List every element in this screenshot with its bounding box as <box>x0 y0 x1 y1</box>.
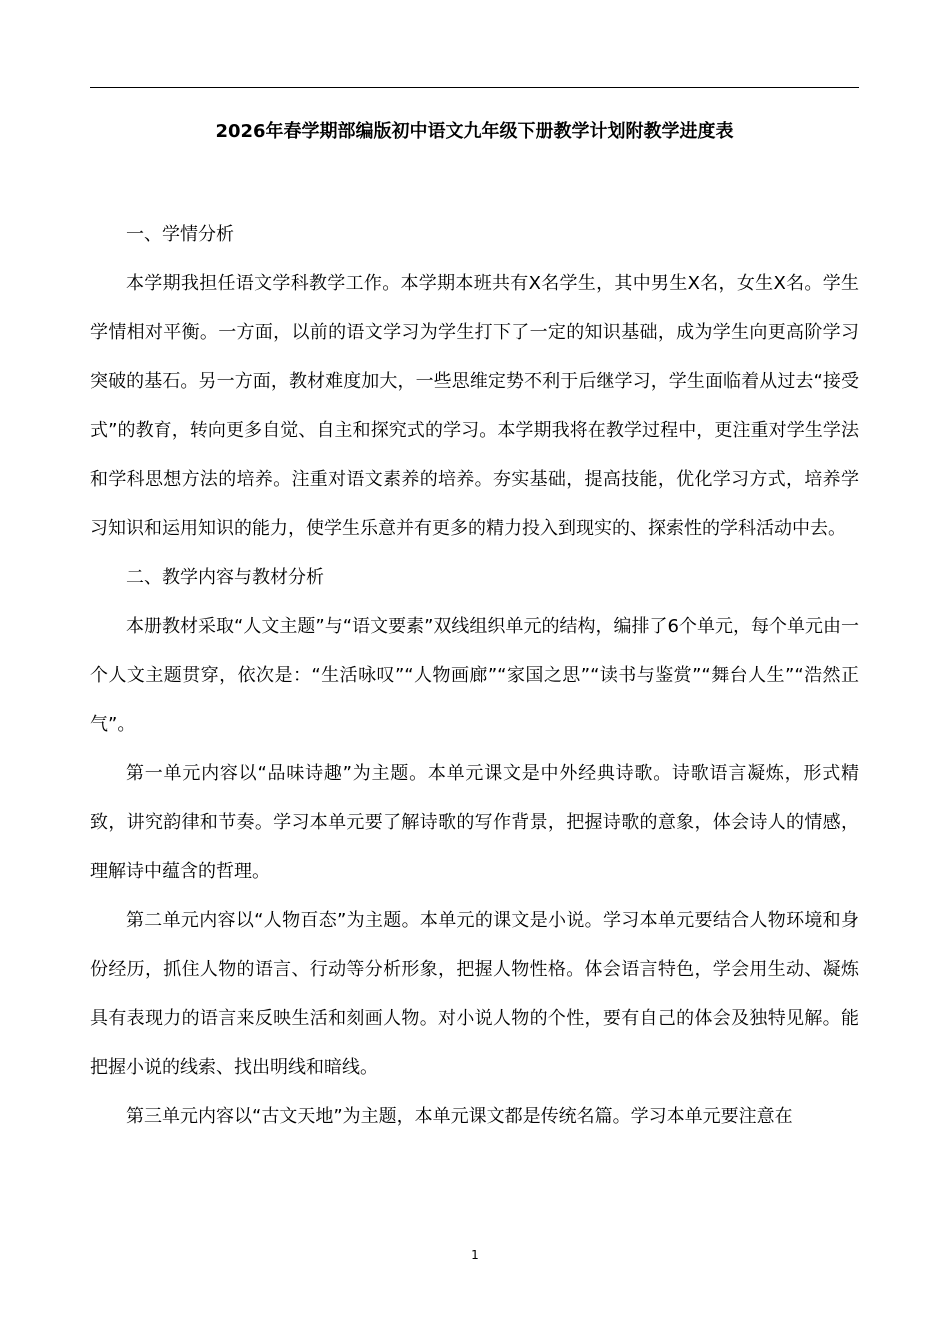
document-body <box>90 210 859 1141</box>
paragraph-unit-two: 第二单元内容以“人物百态”为主题。本单元的课文是小说。学习本单元要结合人物环境和身份经历，抓住人物的语言、行动等分析形象，把握人物性格。体会语言特色，学会用生动、凝炼具有表现力的语言来反映生活和刻画人物。对小说人物的个性，要有自己的体会及独特见解。能把握小说的线索、找出明线和暗线。 <box>90 910 859 1078</box>
paragraph-unit-three: 第三单元内容以“古文天地”为主题，本单元课文都是传统名篇。学习本单元要注意在 <box>126 1106 793 1127</box>
paragraph-unit-one: 第一单元内容以“品味诗趣”为主题。本单元课文是中外经典诗歌。诗歌语言凝炼，形式精致，讲究韵律和节奏。学习本单元要了解诗歌的写作背景，把握诗歌的意象，体会诗人的情感，理解诗中蕴含的哲理。 <box>90 763 859 882</box>
section-heading-content-analysis: 二、教学内容与教材分析 <box>126 567 324 588</box>
header-rule <box>90 87 859 88</box>
section-heading-learning-analysis: 一、学情分析 <box>126 224 234 245</box>
paragraph-learning-analysis: 本学期我担任语文学科教学工作。本学期本班共有X名学生，其中男生X名，女生X名。学生学情相对平衡。一方面，以前的语文学习为学生打下了一定的知识基础，成为学生向更高阶学习突破的基石。另一方面，教材难度加大，一些思维定势不利于后继学习，学生面临着从过去“接受式”的教育，转向更多自觉、自主和探究式的学习。本学期我将在教学过程中，更注重对学生学法和学科思想方法的培养。注重对语文素养的培养。夯实基础，提高技能，优化学习方式，培养学习知识和运用知识的能力，使学生乐意并有更多的精力投入到现实的、探索性的学科活动中去。 <box>90 273 859 539</box>
paragraph-textbook-structure: 本册教材采取“人文主题”与“语文要素”双线组织单元的结构，编排了6个单元，每个单元由一个人文主题贯穿，依次是：“生活咏叹”“人物画廊”“家国之思”“读书与鉴赏”“舞台人生”“浩然正气”。 <box>90 616 859 735</box>
document-title: 2026年春学期部编版初中语文九年级下册教学计划附教学进度表 <box>215 121 734 142</box>
page-number: 1 <box>471 1248 479 1262</box>
